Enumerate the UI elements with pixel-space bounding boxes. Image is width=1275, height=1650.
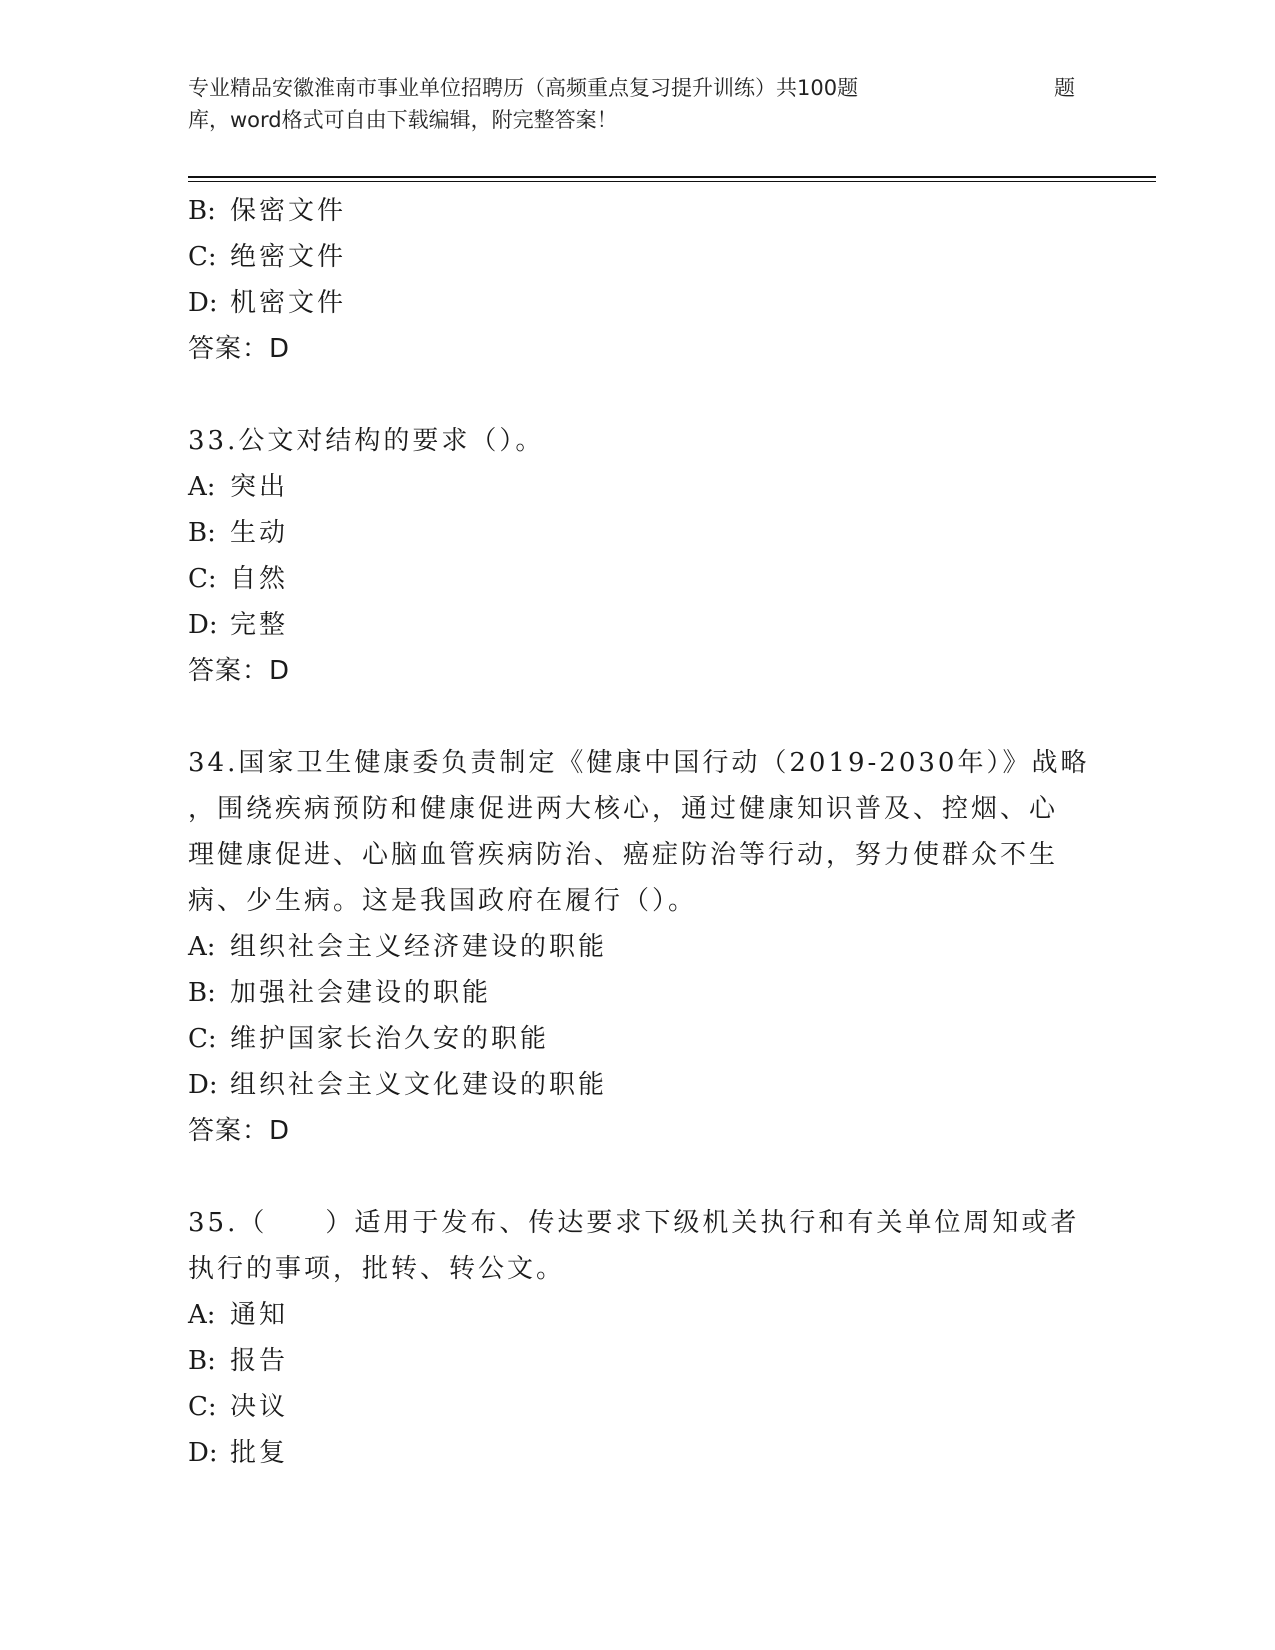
- option-d: [188, 1430, 1088, 1476]
- option-text: 自然: [230, 564, 289, 594]
- header-rule-thin: [188, 181, 1156, 182]
- question-stem-line: 执行的事项，批转、转公文。: [188, 1254, 566, 1284]
- header-rule-thick: [188, 176, 1156, 178]
- answer-line: 答案：D: [188, 334, 291, 364]
- option-c: [188, 234, 1088, 280]
- question-stem-line: ，围绕疾病预防和健康促进两大核心，通过健康知识普及、控烟、心: [188, 794, 1059, 824]
- option-text: 批复: [230, 1438, 289, 1468]
- option-key: D:: [188, 1438, 218, 1468]
- option-key: D:: [188, 288, 218, 318]
- option-c: [188, 1016, 1088, 1062]
- answer-line: 答案：D: [188, 1116, 291, 1146]
- option-c: [188, 556, 1088, 602]
- option-text: 维护国家长治久安的职能: [230, 1024, 550, 1054]
- option-key: D:: [188, 1070, 218, 1100]
- option-key: C:: [188, 564, 217, 594]
- option-c: [188, 1384, 1088, 1430]
- spacer: [188, 694, 1088, 740]
- option-b: [188, 1338, 1088, 1384]
- document-body: [188, 188, 1088, 1476]
- header-line-2: 库，word格式可自由下载编辑，附完整答案！: [188, 108, 618, 132]
- page-header: [188, 72, 1088, 136]
- header-title-tail: 题: [1054, 76, 1075, 100]
- option-key: B:: [188, 196, 216, 226]
- question-prev: [188, 188, 1088, 372]
- question-35: [188, 1200, 1088, 1476]
- option-text: 决议: [230, 1392, 289, 1422]
- question-34: [188, 740, 1088, 1154]
- option-d: [188, 602, 1088, 648]
- question-stem-line: 理健康促进、心脑血管疾病防治、癌症防治等行动，努力使群众不生: [188, 840, 1059, 870]
- option-key: B:: [188, 1346, 216, 1376]
- spacer: [188, 372, 1088, 418]
- header-line-1: [188, 72, 1088, 104]
- question-stem-line: 35.（ ）适用于发布、传达要求下级机关执行和有关单位周知或者: [188, 1208, 1080, 1238]
- option-b: [188, 188, 1088, 234]
- question-stem: 33.公文对结构的要求（）。: [188, 426, 545, 456]
- option-key: C:: [188, 1024, 217, 1054]
- option-d: [188, 280, 1088, 326]
- option-b: [188, 510, 1088, 556]
- option-key: A:: [188, 932, 216, 962]
- option-text: 保密文件: [230, 196, 347, 226]
- option-key: C:: [188, 1392, 217, 1422]
- option-text: 报告: [230, 1346, 289, 1376]
- question-stem-line: 34.国家卫生健康委负责制定《健康中国行动（2019-2030年）》战略: [188, 748, 1090, 778]
- option-d: [188, 1062, 1088, 1108]
- option-b: [188, 970, 1088, 1016]
- option-key: D:: [188, 610, 218, 640]
- option-text: 生动: [230, 518, 289, 548]
- option-text: 机密文件: [230, 288, 347, 318]
- question-33: [188, 418, 1088, 694]
- option-a: [188, 924, 1088, 970]
- option-a: [188, 464, 1088, 510]
- option-text: 完整: [230, 610, 289, 640]
- spacer: [188, 1154, 1088, 1200]
- option-key: A:: [188, 1300, 216, 1330]
- option-key: A:: [188, 472, 216, 502]
- option-text: 突出: [230, 472, 289, 502]
- header-title: 专业精品安徽淮南市事业单位招聘历（高频重点复习提升训练）共100题: [188, 76, 859, 100]
- option-a: [188, 1292, 1088, 1338]
- option-text: 绝密文件: [230, 242, 347, 272]
- option-key: B:: [188, 518, 216, 548]
- option-text: 通知: [230, 1300, 289, 1330]
- option-key: B:: [188, 978, 216, 1008]
- option-text: 加强社会建设的职能: [230, 978, 492, 1008]
- option-text: 组织社会主义文化建设的职能: [230, 1070, 608, 1100]
- answer-line: 答案：D: [188, 656, 291, 686]
- option-key: C:: [188, 242, 217, 272]
- option-text: 组织社会主义经济建设的职能: [230, 932, 608, 962]
- question-stem-line: 病、少生病。这是我国政府在履行（）。: [188, 886, 698, 916]
